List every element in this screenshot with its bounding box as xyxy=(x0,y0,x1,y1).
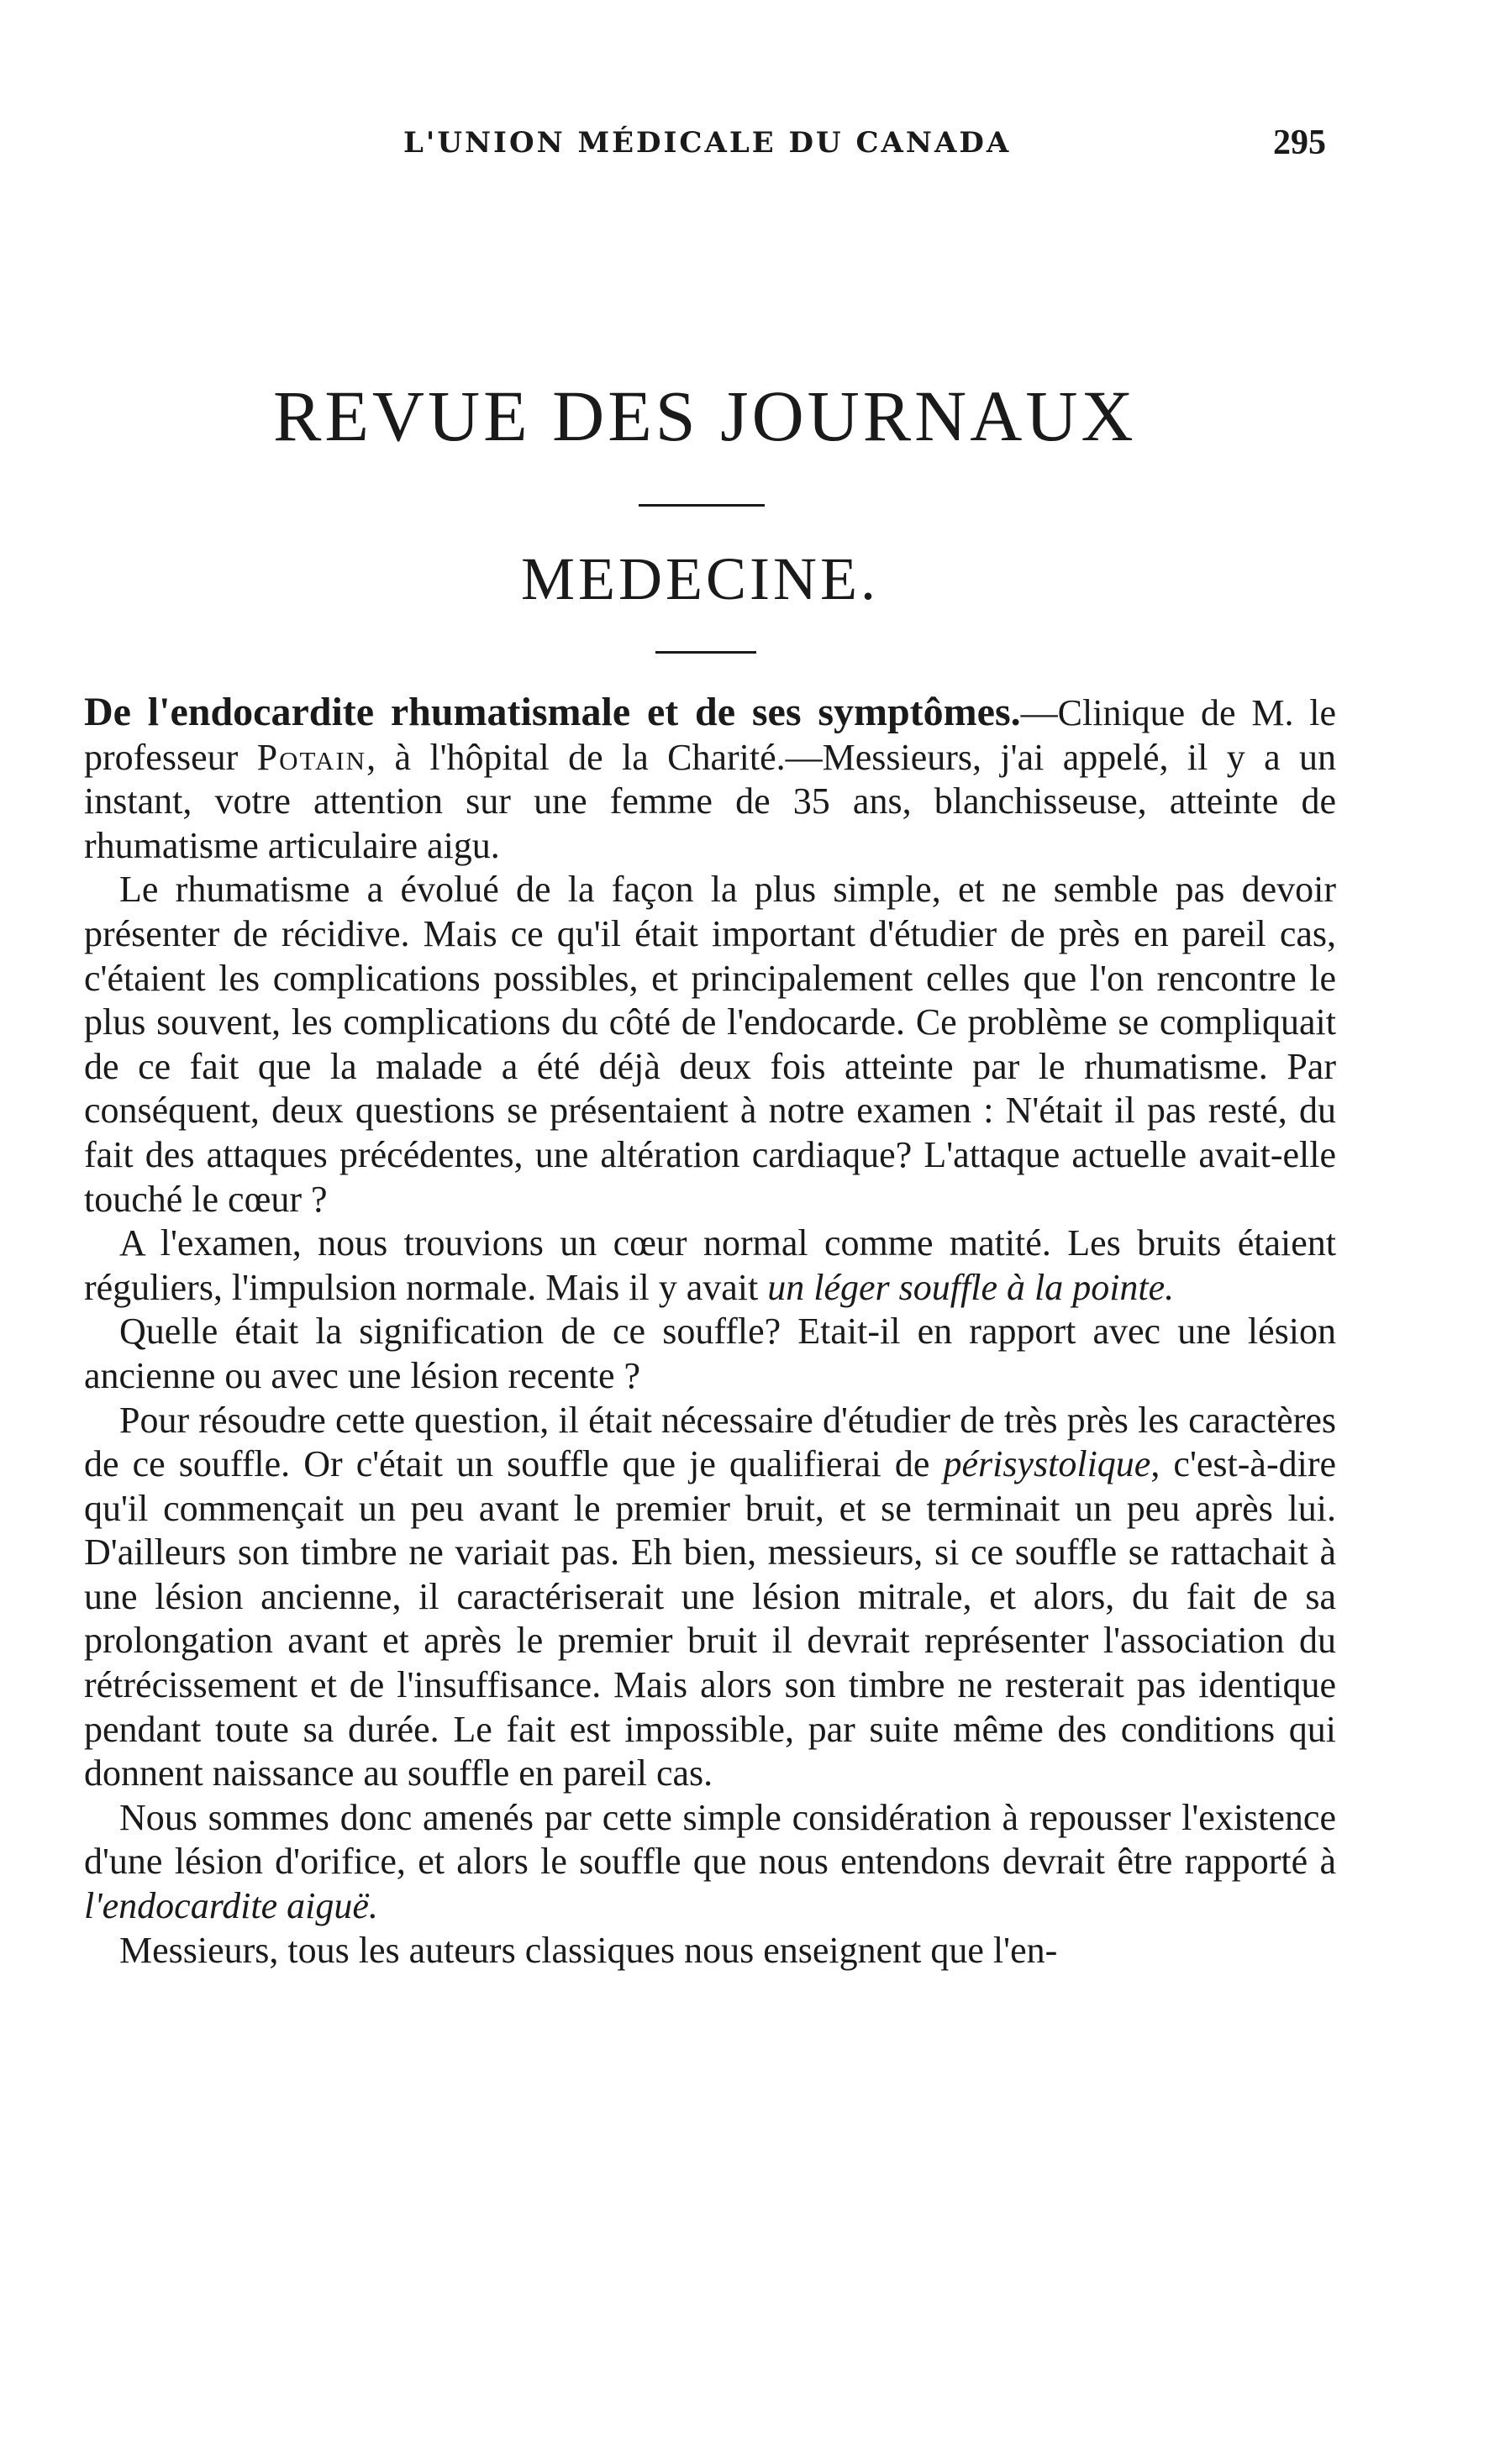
article-paragraph xyxy=(84,1221,1336,1310)
article-paragraph xyxy=(84,1796,1336,1929)
emphasis-text: périsystolique xyxy=(943,1443,1151,1485)
professor-name: Potain xyxy=(256,736,367,778)
article-paragraph: Messieurs, tous les auteurs classiques nous enseignent que l'en- xyxy=(119,1929,1058,1971)
article-body xyxy=(84,691,1336,1973)
article-intro-text: —Clinique de M. le professeur xyxy=(84,692,1336,778)
subsection-title: MEDECINE. xyxy=(521,545,879,612)
paragraph-text: Nous sommes donc amenés par cette simple considération à repousser l'existence d'une lésion d'orifice, et alors le souffle que nous entendons devrait être rapporté à xyxy=(84,1796,1336,1883)
paragraph-text: A l'examen, nous trouvions un cœur normal comme matité. Les bruits étaient réguliers, l'impulsion normale. Mais il y avait xyxy=(84,1222,1336,1308)
article-paragraph xyxy=(84,691,1336,868)
divider-rule xyxy=(639,504,765,507)
article-paragraph: Quelle était la signification de ce souffle? Etait-il en rapport avec une lésion ancienne ou avec une lésion recente ? xyxy=(84,1311,1336,1396)
section-title: REVUE DES JOURNAUX xyxy=(273,376,1137,456)
article-paragraph xyxy=(84,1399,1336,1796)
article-paragraph: Le rhumatisme a évolué de la façon la plus simple, et ne semble pas devoir présenter de récidive. Mais ce qu'il était important d'étudier de près en pareil cas, c'étaient les complications possibles, et principalement celles que l'on rencontre le plus souvent, les complications du côté de l'endocarde. Ce problème se compliquait de ce fait que la malade a été déjà deux fois atteinte par le rhumatisme. Par conséquent, deux questions se présentaient à notre examen : N'était il pas resté, du fait des attaques précédentes, une altération cardiaque? L'attaque actuelle avait-elle touché le cœur ? xyxy=(84,869,1336,1220)
emphasis-text: un léger souffle à la pointe. xyxy=(767,1266,1175,1308)
article-intro-text: , à l'hôpital de la Charité.—Messieurs, j'ai appelé, il y a un instant, votre attention sur une femme de 35 ans, blanchisseuse, atteinte de rhumatisme articulaire aigu. xyxy=(84,736,1336,866)
running-title: L'UNION MÉDICALE DU CANADA xyxy=(403,126,1012,160)
divider-rule xyxy=(655,651,756,654)
emphasis-text: l'endocardite aiguë. xyxy=(84,1885,378,1927)
article-heading: De l'endocardite rhumatismale et de ses symptômes. xyxy=(84,690,1021,734)
paragraph-text: Pour résoudre cette question, il était nécessaire d'étudier de très près les caractères de ce souffle. Or c'était un souffle que je qualifierai de xyxy=(84,1399,1336,1485)
page-number: 295 xyxy=(1273,123,1326,162)
paragraph-text: , c'est-à-dire qu'il commençait un peu avant le premier bruit, et se terminait un peu après lui. D'ailleurs son timbre ne variait pas. Eh bien, messieurs, si ce souffle se rattachait à une lésion ancienne, il caractériserait une lésion mitrale, et alors, du fait de sa prolongation avant et après le premier bruit il devrait représenter l'association du rétrécissement et de l'insuffisance. Mais alors son timbre ne resterait pas identique pendant toute sa durée. Le fait est impossible, par suite même des conditions qui donnent naissance au souffle en pareil cas. xyxy=(84,1443,1336,1794)
